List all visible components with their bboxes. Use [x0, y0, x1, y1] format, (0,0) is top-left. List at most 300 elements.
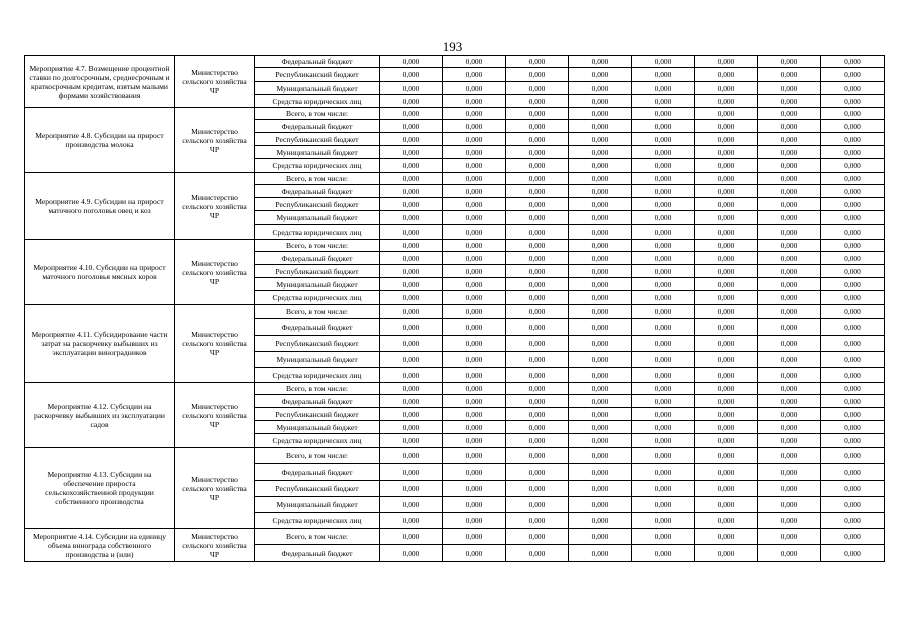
value-cell: 0,000	[821, 240, 885, 252]
value-cell: 0,000	[443, 108, 506, 120]
value-cell: 0,000	[443, 497, 506, 513]
value-cell: 0,000	[506, 225, 569, 240]
value-cell: 0,000	[569, 240, 632, 252]
value-cell: 0,000	[758, 464, 821, 481]
value-cell: 0,000	[506, 319, 569, 336]
value-cell: 0,000	[506, 278, 569, 291]
value-cell: 0,000	[632, 120, 695, 133]
value-cell: 0,000	[569, 225, 632, 240]
funding-source-cell: Федеральный бюджет	[255, 395, 380, 408]
value-cell: 0,000	[821, 497, 885, 513]
value-cell: 0,000	[821, 545, 885, 562]
value-cell: 0,000	[569, 95, 632, 108]
value-cell: 0,000	[443, 395, 506, 408]
value-cell: 0,000	[380, 408, 443, 421]
value-cell: 0,000	[380, 95, 443, 108]
value-cell: 0,000	[569, 108, 632, 120]
value-cell: 0,000	[632, 408, 695, 421]
value-cell: 0,000	[758, 173, 821, 185]
funding-source-cell: Всего, в том числе:	[255, 108, 380, 120]
value-cell: 0,000	[695, 448, 758, 464]
value-cell: 0,000	[380, 545, 443, 562]
value-cell: 0,000	[443, 82, 506, 95]
value-cell: 0,000	[380, 240, 443, 252]
value-cell: 0,000	[821, 198, 885, 211]
activity-cell: Мероприятие 4.7. Возмещение процентной ставки по долгосрочным, среднесрочным и краткосрочным кредитам, взятым малыми формами хозяйствования	[25, 56, 175, 108]
value-cell: 0,000	[821, 291, 885, 305]
funding-source-cell: Республиканский бюджет	[255, 481, 380, 497]
value-cell: 0,000	[569, 82, 632, 95]
executor-cell: Министерство сельского хозяйства ЧР	[175, 108, 255, 173]
value-cell: 0,000	[695, 225, 758, 240]
value-cell: 0,000	[632, 159, 695, 173]
value-cell: 0,000	[695, 513, 758, 529]
value-cell: 0,000	[821, 278, 885, 291]
value-cell: 0,000	[821, 464, 885, 481]
value-cell: 0,000	[695, 408, 758, 421]
value-cell: 0,000	[506, 383, 569, 395]
value-cell: 0,000	[380, 497, 443, 513]
value-cell: 0,000	[506, 481, 569, 497]
funding-source-cell: Средства юридических лиц	[255, 159, 380, 173]
table-row	[25, 173, 885, 185]
funding-source-cell: Средства юридических лиц	[255, 434, 380, 448]
value-cell: 0,000	[632, 185, 695, 198]
value-cell: 0,000	[506, 408, 569, 421]
value-cell: 0,000	[821, 529, 885, 545]
funding-source-cell: Федеральный бюджет	[255, 319, 380, 336]
value-cell: 0,000	[758, 240, 821, 252]
funding-source-cell: Федеральный бюджет	[255, 464, 380, 481]
value-cell: 0,000	[695, 95, 758, 108]
value-cell: 0,000	[506, 173, 569, 185]
funding-source-cell: Муниципальный бюджет	[255, 421, 380, 434]
value-cell: 0,000	[632, 513, 695, 529]
value-cell: 0,000	[569, 133, 632, 146]
budget-table	[24, 55, 885, 562]
value-cell: 0,000	[758, 185, 821, 198]
value-cell: 0,000	[380, 481, 443, 497]
value-cell: 0,000	[758, 336, 821, 352]
value-cell: 0,000	[506, 395, 569, 408]
value-cell: 0,000	[821, 434, 885, 448]
value-cell: 0,000	[569, 56, 632, 68]
executor-cell: Министерство сельского хозяйства ЧР	[175, 448, 255, 529]
value-cell: 0,000	[443, 240, 506, 252]
value-cell: 0,000	[569, 481, 632, 497]
value-cell: 0,000	[506, 133, 569, 146]
value-cell: 0,000	[380, 352, 443, 368]
value-cell: 0,000	[380, 513, 443, 529]
value-cell: 0,000	[506, 68, 569, 82]
value-cell: 0,000	[821, 336, 885, 352]
activity-cell: Мероприятие 4.9. Субсидии на прирост маточного поголовья овец и коз	[25, 173, 175, 240]
value-cell: 0,000	[506, 434, 569, 448]
value-cell: 0,000	[506, 529, 569, 545]
value-cell: 0,000	[632, 464, 695, 481]
value-cell: 0,000	[758, 252, 821, 265]
value-cell: 0,000	[569, 513, 632, 529]
value-cell: 0,000	[443, 225, 506, 240]
funding-source-cell: Республиканский бюджет	[255, 336, 380, 352]
value-cell: 0,000	[695, 68, 758, 82]
activity-cell: Мероприятие 4.13. Субсидии на обеспечение прироста сельскохозяйственной продукции собственного производства	[25, 448, 175, 529]
value-cell: 0,000	[758, 529, 821, 545]
funding-source-cell: Муниципальный бюджет	[255, 211, 380, 225]
value-cell: 0,000	[695, 368, 758, 383]
value-cell: 0,000	[821, 513, 885, 529]
value-cell: 0,000	[632, 211, 695, 225]
funding-source-cell: Всего, в том числе:	[255, 448, 380, 464]
value-cell: 0,000	[821, 68, 885, 82]
value-cell: 0,000	[569, 159, 632, 173]
value-cell: 0,000	[758, 159, 821, 173]
value-cell: 0,000	[695, 291, 758, 305]
value-cell: 0,000	[632, 545, 695, 562]
value-cell: 0,000	[821, 319, 885, 336]
table-row	[25, 240, 885, 252]
value-cell: 0,000	[380, 336, 443, 352]
value-cell: 0,000	[695, 82, 758, 95]
value-cell: 0,000	[443, 252, 506, 265]
value-cell: 0,000	[443, 448, 506, 464]
table-row	[25, 448, 885, 464]
value-cell: 0,000	[569, 173, 632, 185]
value-cell: 0,000	[506, 352, 569, 368]
value-cell: 0,000	[569, 336, 632, 352]
funding-source-cell: Средства юридических лиц	[255, 291, 380, 305]
value-cell: 0,000	[758, 408, 821, 421]
value-cell: 0,000	[569, 146, 632, 159]
value-cell: 0,000	[443, 56, 506, 68]
value-cell: 0,000	[569, 305, 632, 319]
value-cell: 0,000	[506, 56, 569, 68]
value-cell: 0,000	[569, 545, 632, 562]
value-cell: 0,000	[821, 146, 885, 159]
value-cell: 0,000	[821, 352, 885, 368]
funding-source-cell: Республиканский бюджет	[255, 68, 380, 82]
value-cell: 0,000	[506, 252, 569, 265]
value-cell: 0,000	[632, 305, 695, 319]
value-cell: 0,000	[569, 352, 632, 368]
value-cell: 0,000	[506, 82, 569, 95]
value-cell: 0,000	[380, 185, 443, 198]
value-cell: 0,000	[758, 434, 821, 448]
value-cell: 0,000	[821, 448, 885, 464]
value-cell: 0,000	[695, 352, 758, 368]
value-cell: 0,000	[695, 336, 758, 352]
value-cell: 0,000	[569, 529, 632, 545]
value-cell: 0,000	[758, 120, 821, 133]
value-cell: 0,000	[569, 278, 632, 291]
value-cell: 0,000	[506, 368, 569, 383]
executor-cell: Министерство сельского хозяйства ЧР	[175, 240, 255, 305]
value-cell: 0,000	[443, 159, 506, 173]
value-cell: 0,000	[380, 56, 443, 68]
value-cell: 0,000	[380, 395, 443, 408]
value-cell: 0,000	[506, 421, 569, 434]
value-cell: 0,000	[380, 464, 443, 481]
value-cell: 0,000	[632, 319, 695, 336]
value-cell: 0,000	[821, 421, 885, 434]
value-cell: 0,000	[758, 265, 821, 278]
funding-source-cell: Всего, в том числе:	[255, 173, 380, 185]
value-cell: 0,000	[695, 265, 758, 278]
value-cell: 0,000	[695, 240, 758, 252]
value-cell: 0,000	[758, 395, 821, 408]
funding-source-cell: Муниципальный бюджет	[255, 497, 380, 513]
activity-cell: Мероприятие 4.10. Субсидии на прирост маточного поголовья мясных коров	[25, 240, 175, 305]
value-cell: 0,000	[443, 133, 506, 146]
value-cell: 0,000	[506, 448, 569, 464]
funding-source-cell: Средства юридических лиц	[255, 95, 380, 108]
value-cell: 0,000	[821, 173, 885, 185]
value-cell: 0,000	[380, 225, 443, 240]
value-cell: 0,000	[569, 319, 632, 336]
activity-cell: Мероприятие 4.11. Субсидирование части затрат на раскорчевку выбывших из эксплуатации виноградников	[25, 305, 175, 383]
value-cell: 0,000	[443, 120, 506, 133]
value-cell: 0,000	[569, 185, 632, 198]
value-cell: 0,000	[758, 68, 821, 82]
value-cell: 0,000	[632, 108, 695, 120]
value-cell: 0,000	[821, 383, 885, 395]
value-cell: 0,000	[380, 421, 443, 434]
value-cell: 0,000	[443, 68, 506, 82]
value-cell: 0,000	[380, 319, 443, 336]
value-cell: 0,000	[695, 434, 758, 448]
value-cell: 0,000	[632, 291, 695, 305]
funding-source-cell: Федеральный бюджет	[255, 252, 380, 265]
value-cell: 0,000	[506, 211, 569, 225]
value-cell: 0,000	[821, 481, 885, 497]
value-cell: 0,000	[506, 291, 569, 305]
value-cell: 0,000	[632, 434, 695, 448]
value-cell: 0,000	[632, 133, 695, 146]
funding-source-cell: Федеральный бюджет	[255, 545, 380, 562]
value-cell: 0,000	[821, 265, 885, 278]
funding-source-cell: Средства юридических лиц	[255, 513, 380, 529]
value-cell: 0,000	[443, 529, 506, 545]
value-cell: 0,000	[695, 198, 758, 211]
value-cell: 0,000	[380, 82, 443, 95]
value-cell: 0,000	[380, 159, 443, 173]
value-cell: 0,000	[758, 368, 821, 383]
value-cell: 0,000	[695, 278, 758, 291]
value-cell: 0,000	[569, 211, 632, 225]
value-cell: 0,000	[695, 545, 758, 562]
value-cell: 0,000	[380, 120, 443, 133]
value-cell: 0,000	[506, 464, 569, 481]
executor-cell: Министерство сельского хозяйства ЧР	[175, 383, 255, 448]
value-cell: 0,000	[695, 133, 758, 146]
value-cell: 0,000	[632, 481, 695, 497]
table-row	[25, 56, 885, 68]
value-cell: 0,000	[506, 305, 569, 319]
value-cell: 0,000	[695, 464, 758, 481]
funding-source-cell: Всего, в том числе:	[255, 305, 380, 319]
value-cell: 0,000	[506, 108, 569, 120]
value-cell: 0,000	[380, 291, 443, 305]
value-cell: 0,000	[758, 211, 821, 225]
value-cell: 0,000	[821, 395, 885, 408]
funding-source-cell: Муниципальный бюджет	[255, 146, 380, 159]
value-cell: 0,000	[443, 185, 506, 198]
value-cell: 0,000	[380, 173, 443, 185]
value-cell: 0,000	[695, 108, 758, 120]
value-cell: 0,000	[569, 464, 632, 481]
value-cell: 0,000	[632, 240, 695, 252]
value-cell: 0,000	[758, 319, 821, 336]
value-cell: 0,000	[506, 159, 569, 173]
value-cell: 0,000	[632, 68, 695, 82]
activity-cell: Мероприятие 4.12. Субсидии на раскорчевку выбывших из эксплуатации садов	[25, 383, 175, 448]
executor-cell: Министерство сельского хозяйства ЧР	[175, 305, 255, 383]
value-cell: 0,000	[632, 448, 695, 464]
value-cell: 0,000	[632, 198, 695, 211]
value-cell: 0,000	[506, 497, 569, 513]
value-cell: 0,000	[821, 120, 885, 133]
value-cell: 0,000	[758, 421, 821, 434]
funding-source-cell: Федеральный бюджет	[255, 185, 380, 198]
value-cell: 0,000	[569, 252, 632, 265]
value-cell: 0,000	[443, 383, 506, 395]
value-cell: 0,000	[569, 434, 632, 448]
value-cell: 0,000	[695, 395, 758, 408]
value-cell: 0,000	[506, 545, 569, 562]
value-cell: 0,000	[443, 291, 506, 305]
table-row	[25, 305, 885, 319]
value-cell: 0,000	[821, 225, 885, 240]
activity-cell: Мероприятие 4.14. Субсидии на единицу объема винограда собственного производства и (или)	[25, 529, 175, 562]
value-cell: 0,000	[443, 305, 506, 319]
value-cell: 0,000	[443, 464, 506, 481]
value-cell: 0,000	[695, 211, 758, 225]
value-cell: 0,000	[695, 383, 758, 395]
value-cell: 0,000	[632, 421, 695, 434]
activity-cell: Мероприятие 4.8. Субсидии на прирост производства молока	[25, 108, 175, 173]
value-cell: 0,000	[632, 225, 695, 240]
value-cell: 0,000	[443, 421, 506, 434]
table-row	[25, 383, 885, 395]
value-cell: 0,000	[758, 278, 821, 291]
value-cell: 0,000	[632, 95, 695, 108]
value-cell: 0,000	[695, 305, 758, 319]
value-cell: 0,000	[758, 133, 821, 146]
value-cell: 0,000	[695, 173, 758, 185]
value-cell: 0,000	[380, 529, 443, 545]
value-cell: 0,000	[443, 95, 506, 108]
value-cell: 0,000	[380, 252, 443, 265]
value-cell: 0,000	[569, 383, 632, 395]
value-cell: 0,000	[821, 159, 885, 173]
value-cell: 0,000	[695, 529, 758, 545]
value-cell: 0,000	[443, 434, 506, 448]
value-cell: 0,000	[758, 95, 821, 108]
value-cell: 0,000	[695, 481, 758, 497]
funding-source-cell: Средства юридических лиц	[255, 225, 380, 240]
value-cell: 0,000	[506, 336, 569, 352]
value-cell: 0,000	[758, 497, 821, 513]
value-cell: 0,000	[380, 278, 443, 291]
value-cell: 0,000	[632, 529, 695, 545]
value-cell: 0,000	[380, 146, 443, 159]
value-cell: 0,000	[821, 133, 885, 146]
value-cell: 0,000	[506, 513, 569, 529]
value-cell: 0,000	[758, 108, 821, 120]
value-cell: 0,000	[758, 305, 821, 319]
value-cell: 0,000	[758, 56, 821, 68]
value-cell: 0,000	[569, 408, 632, 421]
funding-source-cell: Республиканский бюджет	[255, 133, 380, 146]
value-cell: 0,000	[821, 368, 885, 383]
value-cell: 0,000	[380, 211, 443, 225]
value-cell: 0,000	[569, 421, 632, 434]
funding-source-cell: Федеральный бюджет	[255, 56, 380, 68]
funding-source-cell: Всего, в том числе:	[255, 529, 380, 545]
value-cell: 0,000	[758, 383, 821, 395]
value-cell: 0,000	[506, 185, 569, 198]
value-cell: 0,000	[632, 56, 695, 68]
value-cell: 0,000	[569, 368, 632, 383]
value-cell: 0,000	[695, 56, 758, 68]
table-row	[25, 108, 885, 120]
value-cell: 0,000	[632, 383, 695, 395]
value-cell: 0,000	[695, 252, 758, 265]
value-cell: 0,000	[821, 82, 885, 95]
executor-cell: Министерство сельского хозяйства ЧР	[175, 56, 255, 108]
value-cell: 0,000	[380, 383, 443, 395]
value-cell: 0,000	[569, 68, 632, 82]
value-cell: 0,000	[380, 108, 443, 120]
value-cell: 0,000	[758, 481, 821, 497]
value-cell: 0,000	[632, 278, 695, 291]
value-cell: 0,000	[569, 448, 632, 464]
funding-source-cell: Республиканский бюджет	[255, 408, 380, 421]
value-cell: 0,000	[821, 408, 885, 421]
value-cell: 0,000	[443, 265, 506, 278]
value-cell: 0,000	[380, 198, 443, 211]
funding-source-cell: Республиканский бюджет	[255, 198, 380, 211]
value-cell: 0,000	[443, 352, 506, 368]
value-cell: 0,000	[695, 146, 758, 159]
funding-source-cell: Всего, в том числе:	[255, 240, 380, 252]
value-cell: 0,000	[821, 108, 885, 120]
value-cell: 0,000	[695, 497, 758, 513]
value-cell: 0,000	[632, 352, 695, 368]
value-cell: 0,000	[758, 146, 821, 159]
value-cell: 0,000	[380, 305, 443, 319]
value-cell: 0,000	[758, 448, 821, 464]
executor-cell: Министерство сельского хозяйства ЧР	[175, 529, 255, 562]
value-cell: 0,000	[695, 185, 758, 198]
value-cell: 0,000	[695, 120, 758, 133]
value-cell: 0,000	[443, 319, 506, 336]
value-cell: 0,000	[758, 82, 821, 95]
funding-source-cell: Муниципальный бюджет	[255, 278, 380, 291]
value-cell: 0,000	[758, 513, 821, 529]
value-cell: 0,000	[569, 198, 632, 211]
value-cell: 0,000	[632, 252, 695, 265]
value-cell: 0,000	[695, 159, 758, 173]
value-cell: 0,000	[632, 146, 695, 159]
value-cell: 0,000	[758, 225, 821, 240]
value-cell: 0,000	[380, 448, 443, 464]
funding-source-cell: Республиканский бюджет	[255, 265, 380, 278]
table-body	[25, 56, 885, 562]
value-cell: 0,000	[443, 336, 506, 352]
value-cell: 0,000	[506, 265, 569, 278]
value-cell: 0,000	[443, 545, 506, 562]
